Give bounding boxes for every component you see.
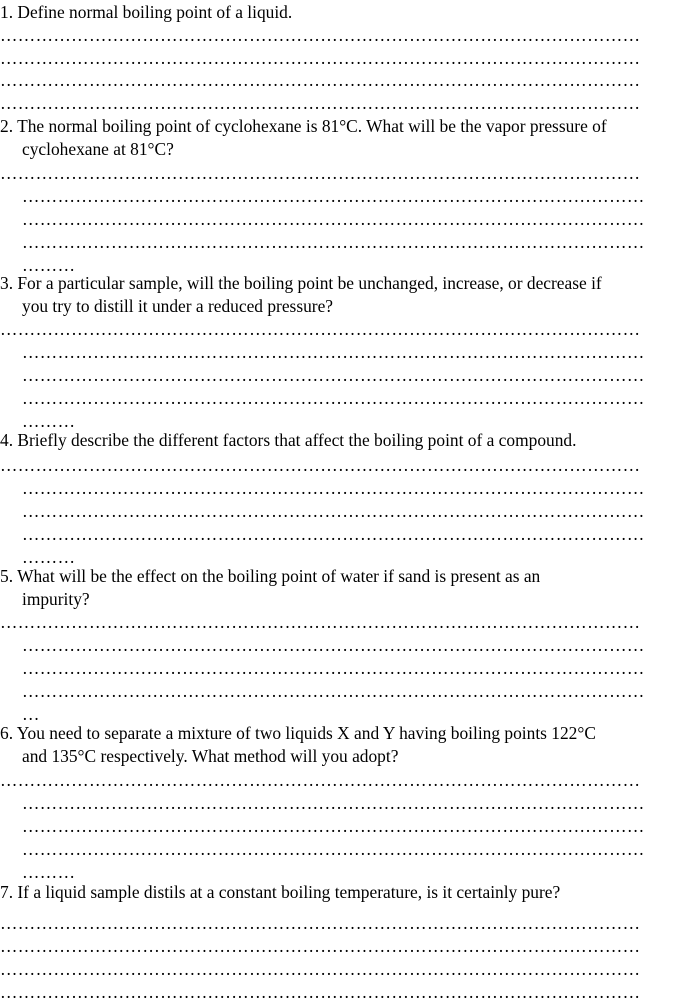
answer-line[interactable]: …………………………………………………………………………………………… — [22, 681, 645, 701]
answer-line[interactable]: …………………………………………………………………………………………… — [22, 839, 645, 859]
answer-line[interactable]: …………………………………………………………………………………………… — [22, 816, 645, 836]
answer-line[interactable]: …………………………………………………………………………………………… — [22, 209, 645, 229]
answer-line[interactable]: ……………………………………………………………………………………………… — [0, 913, 641, 933]
answer-line[interactable]: …………………………………………………………………………………………… — [22, 793, 645, 813]
question-6-text: 6. You need to separate a mixture of two liquids X and Y having boiling points 122°C — [0, 723, 596, 743]
question-5-text-cont: impurity? — [22, 589, 90, 609]
answer-line[interactable]: …………………………………………………………………………………………… — [22, 342, 645, 362]
answer-line[interactable]: … — [22, 704, 40, 724]
answer-line[interactable]: …………………………………………………………………………………………… — [22, 478, 645, 498]
answer-line[interactable]: ……………………………………………………………………………………………… — [0, 455, 641, 475]
question-6-text-cont: and 135°C respectively. What method will you adopt? — [22, 746, 399, 766]
answer-line[interactable]: ……………………………………………………………………………………………… — [0, 70, 641, 90]
answer-line[interactable]: …………………………………………………………………………………………… — [22, 365, 645, 385]
answer-line[interactable]: ……… — [22, 411, 76, 431]
answer-line[interactable]: ……… — [22, 862, 76, 882]
answer-line[interactable]: …………………………………………………………………………………………… — [22, 186, 645, 206]
answer-line[interactable]: ……………………………………………………………………………………………… — [0, 959, 641, 979]
answer-line[interactable]: ……… — [22, 547, 76, 567]
question-3-text-cont: you try to distill it under a reduced pressure? — [22, 296, 334, 316]
question-2-text-cont: cyclohexane at 81°C? — [22, 139, 174, 159]
answer-line[interactable]: …………………………………………………………………………………………… — [22, 501, 645, 521]
answer-line[interactable]: …………………………………………………………………………………………… — [22, 658, 645, 678]
answer-line[interactable]: ……………………………………………………………………………………………… — [0, 770, 641, 790]
question-3-text: 3. For a particular sample, will the boiling point be unchanged, increase, or decrease if — [0, 273, 602, 293]
answer-line[interactable]: ……………………………………………………………………………………………… — [0, 93, 641, 113]
question-1-text: 1. Define normal boiling point of a liquid. — [0, 2, 293, 22]
answer-line[interactable]: ……………………………………………………………………………………………… — [0, 163, 641, 183]
answer-line[interactable]: ……………………………………………………………………………………………… — [0, 982, 641, 1002]
answer-line[interactable]: …………………………………………………………………………………………… — [22, 524, 645, 544]
answer-line[interactable]: ……………………………………………………………………………………………… — [0, 25, 641, 45]
question-4-text: 4. Briefly describe the different factors that affect the boiling point of a compound. — [0, 430, 577, 450]
answer-line[interactable]: ……………………………………………………………………………………………… — [0, 48, 641, 68]
question-7-text: 7. If a liquid sample distils at a constant boiling temperature, is it certainly pure? — [0, 882, 561, 902]
answer-line[interactable]: …………………………………………………………………………………………… — [22, 232, 645, 252]
answer-line[interactable]: ……………………………………………………………………………………………… — [0, 612, 641, 632]
answer-line[interactable]: ……………………………………………………………………………………………… — [0, 936, 641, 956]
answer-line[interactable]: …………………………………………………………………………………………… — [22, 388, 645, 408]
answer-line[interactable]: …………………………………………………………………………………………… — [22, 635, 645, 655]
answer-line[interactable]: ……………………………………………………………………………………………… — [0, 319, 641, 339]
question-2-text: 2. The normal boiling point of cyclohexane is 81°C. What will be the vapor pressure of — [0, 116, 607, 136]
question-5-text: 5. What will be the effect on the boiling point of water if sand is present as an — [0, 566, 541, 586]
answer-line[interactable]: ……… — [22, 255, 76, 275]
